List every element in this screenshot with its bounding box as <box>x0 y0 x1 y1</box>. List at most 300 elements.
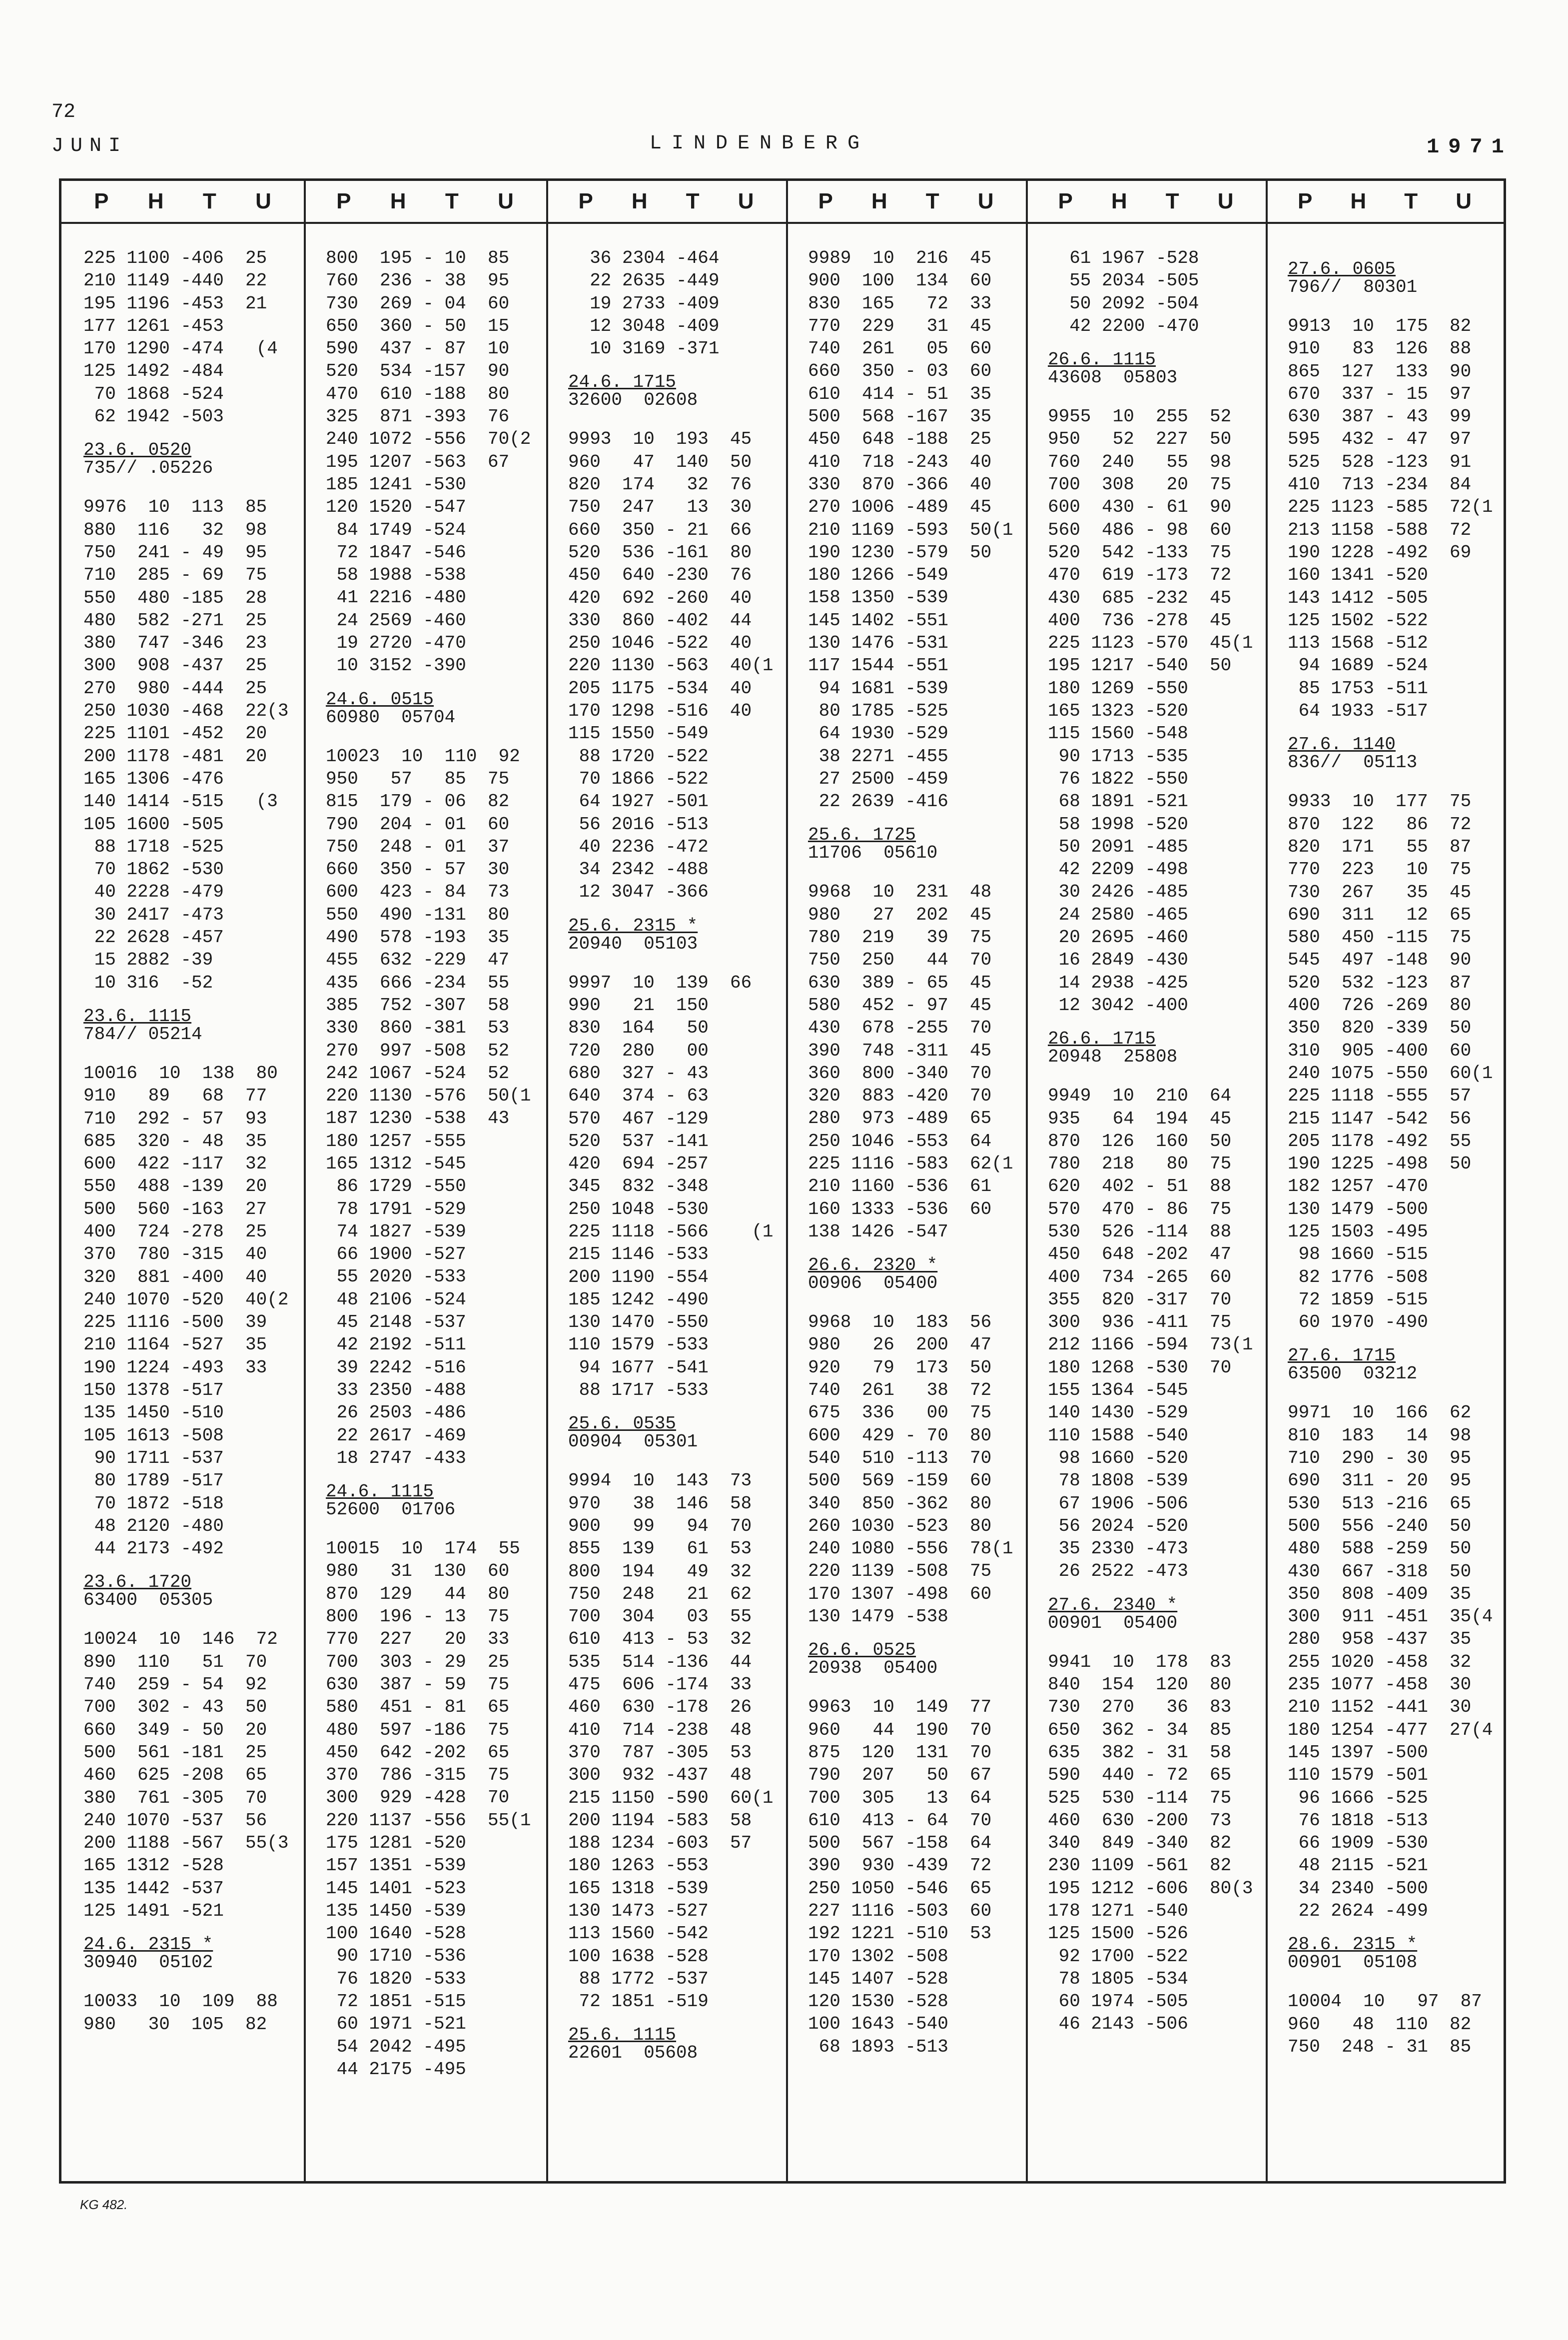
data-row: 22 2635 -449 <box>568 270 720 291</box>
data-row: 550 488 -139 20 <box>83 1176 267 1197</box>
data-row: 580 452 - 97 45 <box>808 995 992 1016</box>
column-header-label: H <box>631 189 648 213</box>
data-row: 227 1116 -503 60 <box>808 1901 992 1921</box>
sounding-date-time <box>808 1243 1026 1276</box>
data-row: 42 2209 -498 <box>1048 859 1188 880</box>
data-row: 165 1312 -528 <box>83 1855 224 1876</box>
data-row: 300 936 -411 75 <box>1048 1312 1232 1333</box>
data-row: 38 2271 -455 <box>808 746 948 767</box>
data-row: 610 414 - 51 35 <box>808 383 992 404</box>
data-row: 195 1196 -453 21 <box>83 293 267 314</box>
data-row: 525 530 -114 75 <box>1048 1787 1232 1808</box>
data-row: 125 1492 -484 <box>83 361 224 382</box>
data-row: 500 569 -159 60 <box>808 1470 992 1491</box>
column-header-label: P <box>818 189 833 213</box>
data-row: 143 1412 -505 <box>1288 587 1428 608</box>
data-row: 82 1776 -508 <box>1288 1266 1428 1287</box>
data-row: 26 2503 -486 <box>326 1402 466 1423</box>
data-row: 90 1710 -536 <box>326 1946 466 1967</box>
data-row: 42 2200 -470 <box>1048 315 1199 336</box>
data-row: 225 1100 -406 25 <box>83 248 267 268</box>
data-row: 225 1101 -452 20 <box>83 723 267 744</box>
data-row: 600 423 - 84 73 <box>326 882 510 903</box>
sounding-code: 20940 05103 <box>568 933 698 954</box>
data-row: 710 290 - 30 95 <box>1288 1448 1472 1469</box>
data-row: 98 1660 -520 <box>1048 1447 1188 1468</box>
data-row: 24 2580 -465 <box>1048 904 1188 925</box>
data-row: 78 1791 -529 <box>326 1198 466 1219</box>
data-row: 690 311 12 65 <box>1288 904 1472 925</box>
data-row: 620 402 - 51 88 <box>1048 1176 1232 1197</box>
data-row: 340 850 -362 80 <box>808 1493 992 1514</box>
data-row: 9933 10 177 75 <box>1288 791 1472 812</box>
data-row: 500 568 -167 35 <box>808 406 992 427</box>
data-row: 68 1891 -521 <box>1048 791 1188 812</box>
data-row: 225 1116 -583 62(1 <box>808 1153 1013 1174</box>
data-row: 180 1269 -550 <box>1048 678 1188 699</box>
data-row: 205 1175 -534 40 <box>568 678 752 699</box>
data-row: 240 1072 -556 70(2 <box>326 429 531 450</box>
table-column <box>61 181 304 2181</box>
column-header-label: T <box>202 189 216 213</box>
data-row: 68 1893 -513 <box>808 2036 948 2057</box>
column-body <box>1266 222 1504 2058</box>
data-row: 94 1681 -539 <box>808 678 948 699</box>
data-row: 84 1749 -524 <box>326 519 466 540</box>
data-row: 225 1116 -500 39 <box>83 1312 267 1333</box>
data-row: 525 528 -123 91 <box>1288 451 1472 472</box>
sounding-date-label: 24.6. 2315 * <box>83 1934 213 1955</box>
data-row: 800 194 49 32 <box>568 1561 752 1582</box>
data-row: 22 2628 -457 <box>83 927 224 948</box>
data-row: 640 374 - 63 <box>568 1086 709 1107</box>
data-row: 380 761 -305 70 <box>83 1787 267 1808</box>
column-header-label: U <box>738 189 754 213</box>
data-row: 80 1789 -517 <box>83 1470 224 1491</box>
sounding-date-label: 28.6. 2315 * <box>1288 1934 1418 1955</box>
data-row: 370 780 -315 40 <box>83 1244 267 1265</box>
data-row: 660 349 - 50 20 <box>83 1719 267 1740</box>
data-row: 48 2115 -521 <box>1288 1855 1428 1876</box>
data-row: 710 292 - 57 93 <box>83 1108 267 1129</box>
data-row: 80 1785 -525 <box>808 700 948 721</box>
data-row: 250 1046 -522 40 <box>568 633 752 654</box>
data-row: 530 526 -114 88 <box>1048 1221 1232 1242</box>
data-row: 170 1290 -474 (4 <box>83 338 278 359</box>
data-row: 870 122 86 72 <box>1288 814 1472 835</box>
data-row: 900 100 134 60 <box>808 270 992 291</box>
data-row: 72 1851 -519 <box>568 1991 709 2012</box>
data-row: 560 486 - 98 60 <box>1048 519 1232 540</box>
data-row: 840 154 120 80 <box>1048 1674 1232 1695</box>
data-row: 535 514 -136 44 <box>568 1651 752 1672</box>
data-row: 980 30 105 82 <box>83 2014 267 2035</box>
data-row: 94 1677 -541 <box>568 1357 709 1378</box>
data-row: 9955 10 255 52 <box>1048 406 1232 427</box>
data-row: 205 1178 -492 55 <box>1288 1131 1472 1152</box>
data-row: 610 413 - 53 32 <box>568 1629 752 1650</box>
data-row: 70 1862 -530 <box>83 859 224 880</box>
data-row: 190 1228 -492 69 <box>1288 542 1472 563</box>
data-row: 520 532 -123 87 <box>1288 972 1472 993</box>
column-header <box>304 181 546 222</box>
data-row: 9968 10 183 56 <box>808 1312 992 1333</box>
data-row: 750 247 13 30 <box>568 497 752 518</box>
column-header-label: T <box>925 189 939 213</box>
data-row: 250 1048 -530 <box>568 1198 709 1219</box>
data-row: 685 320 - 48 35 <box>83 1131 267 1152</box>
data-row: 600 430 - 61 90 <box>1048 497 1232 518</box>
data-row: 700 308 20 75 <box>1048 474 1232 495</box>
data-row: 350 820 -339 50 <box>1288 1018 1472 1039</box>
data-row: 190 1224 -493 33 <box>83 1357 267 1378</box>
data-row: 320 883 -420 70 <box>808 1086 992 1107</box>
data-row: 60 1974 -505 <box>1048 1991 1188 2012</box>
data-row: 155 1364 -545 <box>1048 1380 1188 1401</box>
data-row: 380 747 -346 23 <box>83 633 267 654</box>
data-row: 730 269 - 04 60 <box>326 293 510 314</box>
sounding-date-time <box>83 994 304 1027</box>
sounding-date-time <box>568 2013 786 2046</box>
data-row: 200 1190 -554 <box>568 1266 709 1287</box>
data-row: 220 1130 -563 40(1 <box>568 655 774 676</box>
data-row: 66 1909 -530 <box>1288 1833 1428 1854</box>
sounding-code: 11706 05610 <box>808 843 938 864</box>
data-row: 215 1147 -542 56 <box>1288 1108 1472 1129</box>
sounding-code: 00904 05301 <box>568 1431 698 1452</box>
sounding-date-time <box>1048 1583 1266 1615</box>
data-row: 270 1006 -489 45 <box>808 497 992 518</box>
data-row: 135 1450 -510 <box>83 1402 224 1423</box>
data-row: 40 2236 -472 <box>568 836 709 857</box>
data-row: 830 164 50 <box>568 1018 709 1039</box>
data-row: 240 1070 -537 56 <box>83 1810 267 1831</box>
data-row: 400 724 -278 25 <box>83 1221 267 1242</box>
sounding-code: 63500 03212 <box>1288 1363 1418 1384</box>
data-row: 520 536 -161 80 <box>568 542 752 563</box>
column-header-label: U <box>977 189 994 213</box>
data-row: 385 752 -307 58 <box>326 995 510 1016</box>
data-row: 44 2173 -492 <box>83 1538 224 1559</box>
sounding-date-label: 23.6. 1115 <box>83 1006 192 1027</box>
data-row: 800 196 - 13 75 <box>326 1606 510 1627</box>
data-row: 500 561 -181 25 <box>83 1742 267 1763</box>
sounding-code: 20948 25808 <box>1048 1047 1178 1068</box>
data-row: 64 1927 -501 <box>568 791 709 812</box>
data-row: 88 1717 -533 <box>568 1380 709 1401</box>
column-header-label: P <box>578 189 593 213</box>
data-row: 400 736 -278 45 <box>1048 610 1232 631</box>
data-row: 490 578 -193 35 <box>326 927 510 948</box>
data-row: 500 567 -158 64 <box>808 1833 992 1854</box>
sounding-date-label: 25.6. 1725 <box>808 825 916 846</box>
data-row: 72 1851 -515 <box>326 1991 466 2012</box>
sounding-date-label: 24.6. 1715 <box>568 372 677 393</box>
data-row: 67 1906 -506 <box>1048 1493 1188 1514</box>
data-row: 130 1473 -527 <box>568 1901 709 1921</box>
data-row: 88 1720 -522 <box>568 746 709 767</box>
data-row: 345 832 -348 <box>568 1176 709 1197</box>
data-row: 120 1520 -547 <box>326 497 466 518</box>
year-label: 1971 <box>1427 135 1513 159</box>
data-row: 420 692 -260 40 <box>568 587 752 608</box>
data-row: 960 47 140 50 <box>568 451 752 472</box>
data-row: 240 1070 -520 40(2 <box>83 1289 289 1310</box>
data-row: 355 820 -317 70 <box>1048 1289 1232 1310</box>
data-row: 113 1568 -512 <box>1288 633 1428 654</box>
data-row: 30 2426 -485 <box>1048 882 1188 903</box>
data-row: 690 311 - 20 95 <box>1288 1470 1472 1491</box>
data-row: 64 1930 -529 <box>808 723 948 744</box>
data-row: 94 1689 -524 <box>1288 655 1428 676</box>
sounding-code: 784// 05214 <box>83 1024 202 1045</box>
data-row: 240 1075 -550 60(1 <box>1288 1063 1493 1084</box>
sounding-code: 63400 05305 <box>83 1590 213 1611</box>
data-row: 10 316 -52 <box>83 972 213 993</box>
data-row: 180 1266 -549 <box>808 565 948 586</box>
data-row: 90 1713 -535 <box>1048 746 1188 767</box>
data-row: 45 2148 -537 <box>326 1312 466 1333</box>
data-row: 145 1401 -523 <box>326 1878 466 1899</box>
column-header-label: U <box>1456 189 1472 213</box>
data-row: 213 1158 -588 72 <box>1288 519 1472 540</box>
data-row: 210 1169 -593 50(1 <box>808 519 1013 540</box>
data-row: 740 261 05 60 <box>808 338 992 359</box>
data-row: 240 1080 -556 78(1 <box>808 1538 1013 1559</box>
data-row: 70 1872 -518 <box>83 1493 224 1514</box>
data-row: 900 99 94 70 <box>568 1515 752 1536</box>
data-row: 22 2639 -416 <box>808 791 948 812</box>
column-header-label: T <box>1165 189 1179 213</box>
data-row: 460 630 -178 26 <box>568 1697 752 1718</box>
data-row: 600 422 -117 32 <box>83 1154 267 1174</box>
data-row: 22 2617 -469 <box>326 1425 466 1446</box>
data-row: 120 1530 -528 <box>808 1991 948 2012</box>
data-row: 790 207 50 67 <box>808 1765 992 1786</box>
data-row: 10004 10 97 87 <box>1288 1991 1482 2012</box>
data-row: 180 1263 -553 <box>568 1855 709 1876</box>
data-row: 970 38 146 58 <box>568 1493 752 1514</box>
data-row: 60 1970 -490 <box>1288 1312 1428 1333</box>
data-row: 9968 10 231 48 <box>808 882 992 903</box>
data-row: 35 2330 -473 <box>1048 1538 1188 1559</box>
data-row: 190 1230 -579 50 <box>808 542 992 563</box>
data-row: 14 2938 -425 <box>1048 972 1188 993</box>
sounding-date-label: 25.6. 0535 <box>568 1413 677 1434</box>
data-row: 180 1257 -555 <box>326 1131 466 1152</box>
column-header-label: H <box>1111 189 1127 213</box>
data-row: 70 1866 -522 <box>568 768 709 789</box>
data-row: 200 1194 -583 58 <box>568 1810 752 1831</box>
data-row: 230 1109 -561 82 <box>1048 1855 1232 1876</box>
sounding-date-label: 26.6. 2320 * <box>808 1255 938 1276</box>
data-row: 420 694 -257 <box>568 1154 709 1174</box>
data-row: 630 387 - 59 75 <box>326 1674 510 1695</box>
data-row: 145 1397 -500 <box>1288 1742 1428 1763</box>
sounding-date-label: 27.6. 0605 <box>1288 259 1396 279</box>
data-row: 177 1261 -453 <box>83 315 224 336</box>
data-row: 145 1402 -551 <box>808 610 948 631</box>
data-row: 12 3042 -400 <box>1048 995 1188 1016</box>
data-row: 9971 10 166 62 <box>1288 1402 1472 1423</box>
data-row: 235 1077 -458 30 <box>1288 1674 1472 1695</box>
data-row: 910 89 68 77 <box>83 1086 267 1107</box>
data-row: 520 542 -133 75 <box>1048 542 1232 563</box>
data-row: 125 1491 -521 <box>83 1901 224 1921</box>
data-row: 990 21 150 <box>568 995 709 1016</box>
sounding-date-time <box>83 428 304 461</box>
column-header-label: P <box>1298 189 1313 213</box>
data-row: 540 510 -113 70 <box>808 1447 992 1468</box>
data-row: 300 929 -428 70 <box>326 1787 510 1808</box>
data-row: 130 1470 -550 <box>568 1312 709 1333</box>
data-row: 550 490 -131 80 <box>326 904 510 925</box>
data-row: 980 31 130 60 <box>326 1561 510 1582</box>
data-row: 212 1166 -594 73(1 <box>1048 1334 1253 1355</box>
month-label: JUNI <box>51 135 128 157</box>
data-row: 225 1123 -570 45(1 <box>1048 633 1253 654</box>
data-row: 480 588 -259 50 <box>1288 1538 1472 1559</box>
data-row: 660 350 - 03 60 <box>808 361 992 382</box>
column-header-label: H <box>390 189 406 213</box>
data-row: 330 870 -366 40 <box>808 474 992 495</box>
data-row: 650 362 - 34 85 <box>1048 1719 1232 1740</box>
data-row: 340 849 -340 82 <box>1048 1833 1232 1854</box>
data-row: 110 1579 -533 <box>568 1334 709 1355</box>
table-column <box>1026 181 1266 2181</box>
data-row: 39 2242 -516 <box>326 1357 466 1378</box>
data-row: 138 1426 -547 <box>808 1221 948 1242</box>
sounding-date-label: 23.6. 1720 <box>83 1572 192 1593</box>
data-row: 195 1217 -540 50 <box>1048 655 1232 676</box>
page-number: 72 <box>51 101 76 123</box>
data-row: 85 1753 -511 <box>1288 678 1428 699</box>
data-row: 410 718 -243 40 <box>808 451 992 472</box>
data-row: 410 714 -238 48 <box>568 1719 752 1740</box>
data-row: 182 1257 -470 <box>1288 1176 1428 1197</box>
data-row: 62 1942 -503 <box>83 406 224 427</box>
data-row: 700 305 13 64 <box>808 1787 992 1808</box>
data-row: 150 1378 -517 <box>83 1380 224 1401</box>
data-row: 10 3152 -390 <box>326 655 466 676</box>
data-row: 225 1123 -585 72(1 <box>1288 497 1493 518</box>
data-row: 50 2091 -485 <box>1048 836 1188 857</box>
data-row: 100 1640 -528 <box>326 1923 466 1944</box>
column-header-label: P <box>336 189 351 213</box>
data-row: 165 1306 -476 <box>83 768 224 789</box>
data-row: 58 1988 -538 <box>326 565 466 586</box>
data-row: 950 52 227 50 <box>1048 429 1232 450</box>
data-row: 9997 10 139 66 <box>568 972 752 993</box>
data-row: 650 360 - 50 15 <box>326 315 510 336</box>
data-row: 135 1450 -539 <box>326 1900 466 1921</box>
sounding-date-time <box>808 813 1026 846</box>
data-row: 610 413 - 64 70 <box>808 1810 992 1831</box>
data-row: 12 3047 -366 <box>568 882 709 903</box>
data-row: 90 1711 -537 <box>83 1447 224 1468</box>
data-row: 780 218 80 75 <box>1048 1154 1232 1174</box>
data-row: 545 497 -148 90 <box>1288 950 1472 971</box>
data-row: 42 2192 -511 <box>326 1334 466 1355</box>
sounding-code: 796// 80301 <box>1288 277 1418 297</box>
data-row: 475 606 -174 33 <box>568 1674 752 1695</box>
data-row: 188 1234 -603 57 <box>568 1833 752 1854</box>
data-row: 770 223 10 75 <box>1288 859 1472 880</box>
column-body <box>786 222 1026 2058</box>
data-row: 10015 10 174 55 <box>326 1538 520 1559</box>
data-row: 210 1152 -441 30 <box>1288 1697 1472 1718</box>
data-row: 200 1188 -567 55(3 <box>83 1833 289 1854</box>
data-row: 300 911 -451 35(4 <box>1288 1606 1493 1627</box>
data-row: 590 440 - 72 65 <box>1048 1765 1232 1786</box>
data-row: 242 1067 -524 52 <box>326 1063 510 1084</box>
data-row: 250 1050 -546 65 <box>808 1878 992 1899</box>
data-row: 815 179 - 06 82 <box>326 791 510 812</box>
data-row: 455 632 -229 47 <box>326 950 510 971</box>
data-row: 26 2522 -473 <box>1048 1561 1188 1582</box>
data-row: 430 678 -255 70 <box>808 1018 992 1039</box>
column-header-label: P <box>94 189 109 213</box>
data-row: 260 1030 -523 80 <box>808 1515 992 1536</box>
data-row: 96 1666 -525 <box>1288 1787 1428 1808</box>
data-row: 195 1212 -606 80(3 <box>1048 1878 1253 1899</box>
data-row: 158 1350 -539 <box>808 587 948 608</box>
data-row: 115 1560 -548 <box>1048 723 1188 744</box>
data-row: 185 1242 -490 <box>568 1289 709 1310</box>
sounding-date-time <box>326 677 546 710</box>
data-row: 910 83 126 88 <box>1288 338 1472 359</box>
data-row: 165 1312 -545 <box>326 1153 466 1174</box>
data-row: 9913 10 175 82 <box>1288 316 1472 336</box>
sounding-code: 22601 05608 <box>568 2043 698 2064</box>
sounding-date-time <box>83 1560 304 1593</box>
table-column <box>786 181 1026 2181</box>
data-row: 27 2500 -459 <box>808 768 948 789</box>
sounding-date-label: 27.6. 1140 <box>1288 734 1396 755</box>
data-row: 740 261 38 72 <box>808 1380 992 1401</box>
data-row: 115 1550 -549 <box>568 723 709 744</box>
data-row: 720 280 00 <box>568 1040 709 1061</box>
column-header-label: T <box>686 189 700 213</box>
data-row: 865 127 133 90 <box>1288 361 1472 382</box>
data-row: 72 1859 -515 <box>1288 1289 1428 1310</box>
data-row: 950 57 85 75 <box>326 768 510 789</box>
data-row: 330 860 -402 44 <box>568 610 752 631</box>
data-row: 225 1118 -566 (1 <box>568 1221 774 1242</box>
data-row: 170 1307 -498 60 <box>808 1583 992 1604</box>
data-row: 570 467 -129 <box>568 1108 709 1129</box>
data-row: 310 905 -400 60 <box>1288 1040 1472 1061</box>
data-row: 55 2020 -533 <box>326 1266 466 1287</box>
data-row: 410 713 -234 84 <box>1288 474 1472 495</box>
data-row: 675 336 00 75 <box>808 1402 992 1423</box>
data-row: 125 1502 -522 <box>1288 610 1428 631</box>
data-row: 140 1430 -529 <box>1048 1402 1188 1423</box>
data-row: 48 2120 -480 <box>83 1515 224 1536</box>
data-row: 920 79 173 50 <box>808 1357 992 1378</box>
data-row: 830 165 72 33 <box>808 293 992 314</box>
data-row: 10 3169 -371 <box>568 338 720 359</box>
data-row: 60 1971 -521 <box>326 2014 466 2035</box>
data-row: 820 171 55 87 <box>1288 836 1472 857</box>
data-row: 360 800 -340 70 <box>808 1063 992 1084</box>
data-row: 400 726 -269 80 <box>1288 995 1472 1016</box>
data-row: 280 973 -489 65 <box>808 1108 992 1129</box>
data-row: 9949 10 210 64 <box>1048 1086 1232 1107</box>
data-row: 58 1998 -520 <box>1048 814 1188 835</box>
data-row: 10024 10 146 72 <box>83 1629 278 1650</box>
data-row: 820 174 32 76 <box>568 474 752 495</box>
